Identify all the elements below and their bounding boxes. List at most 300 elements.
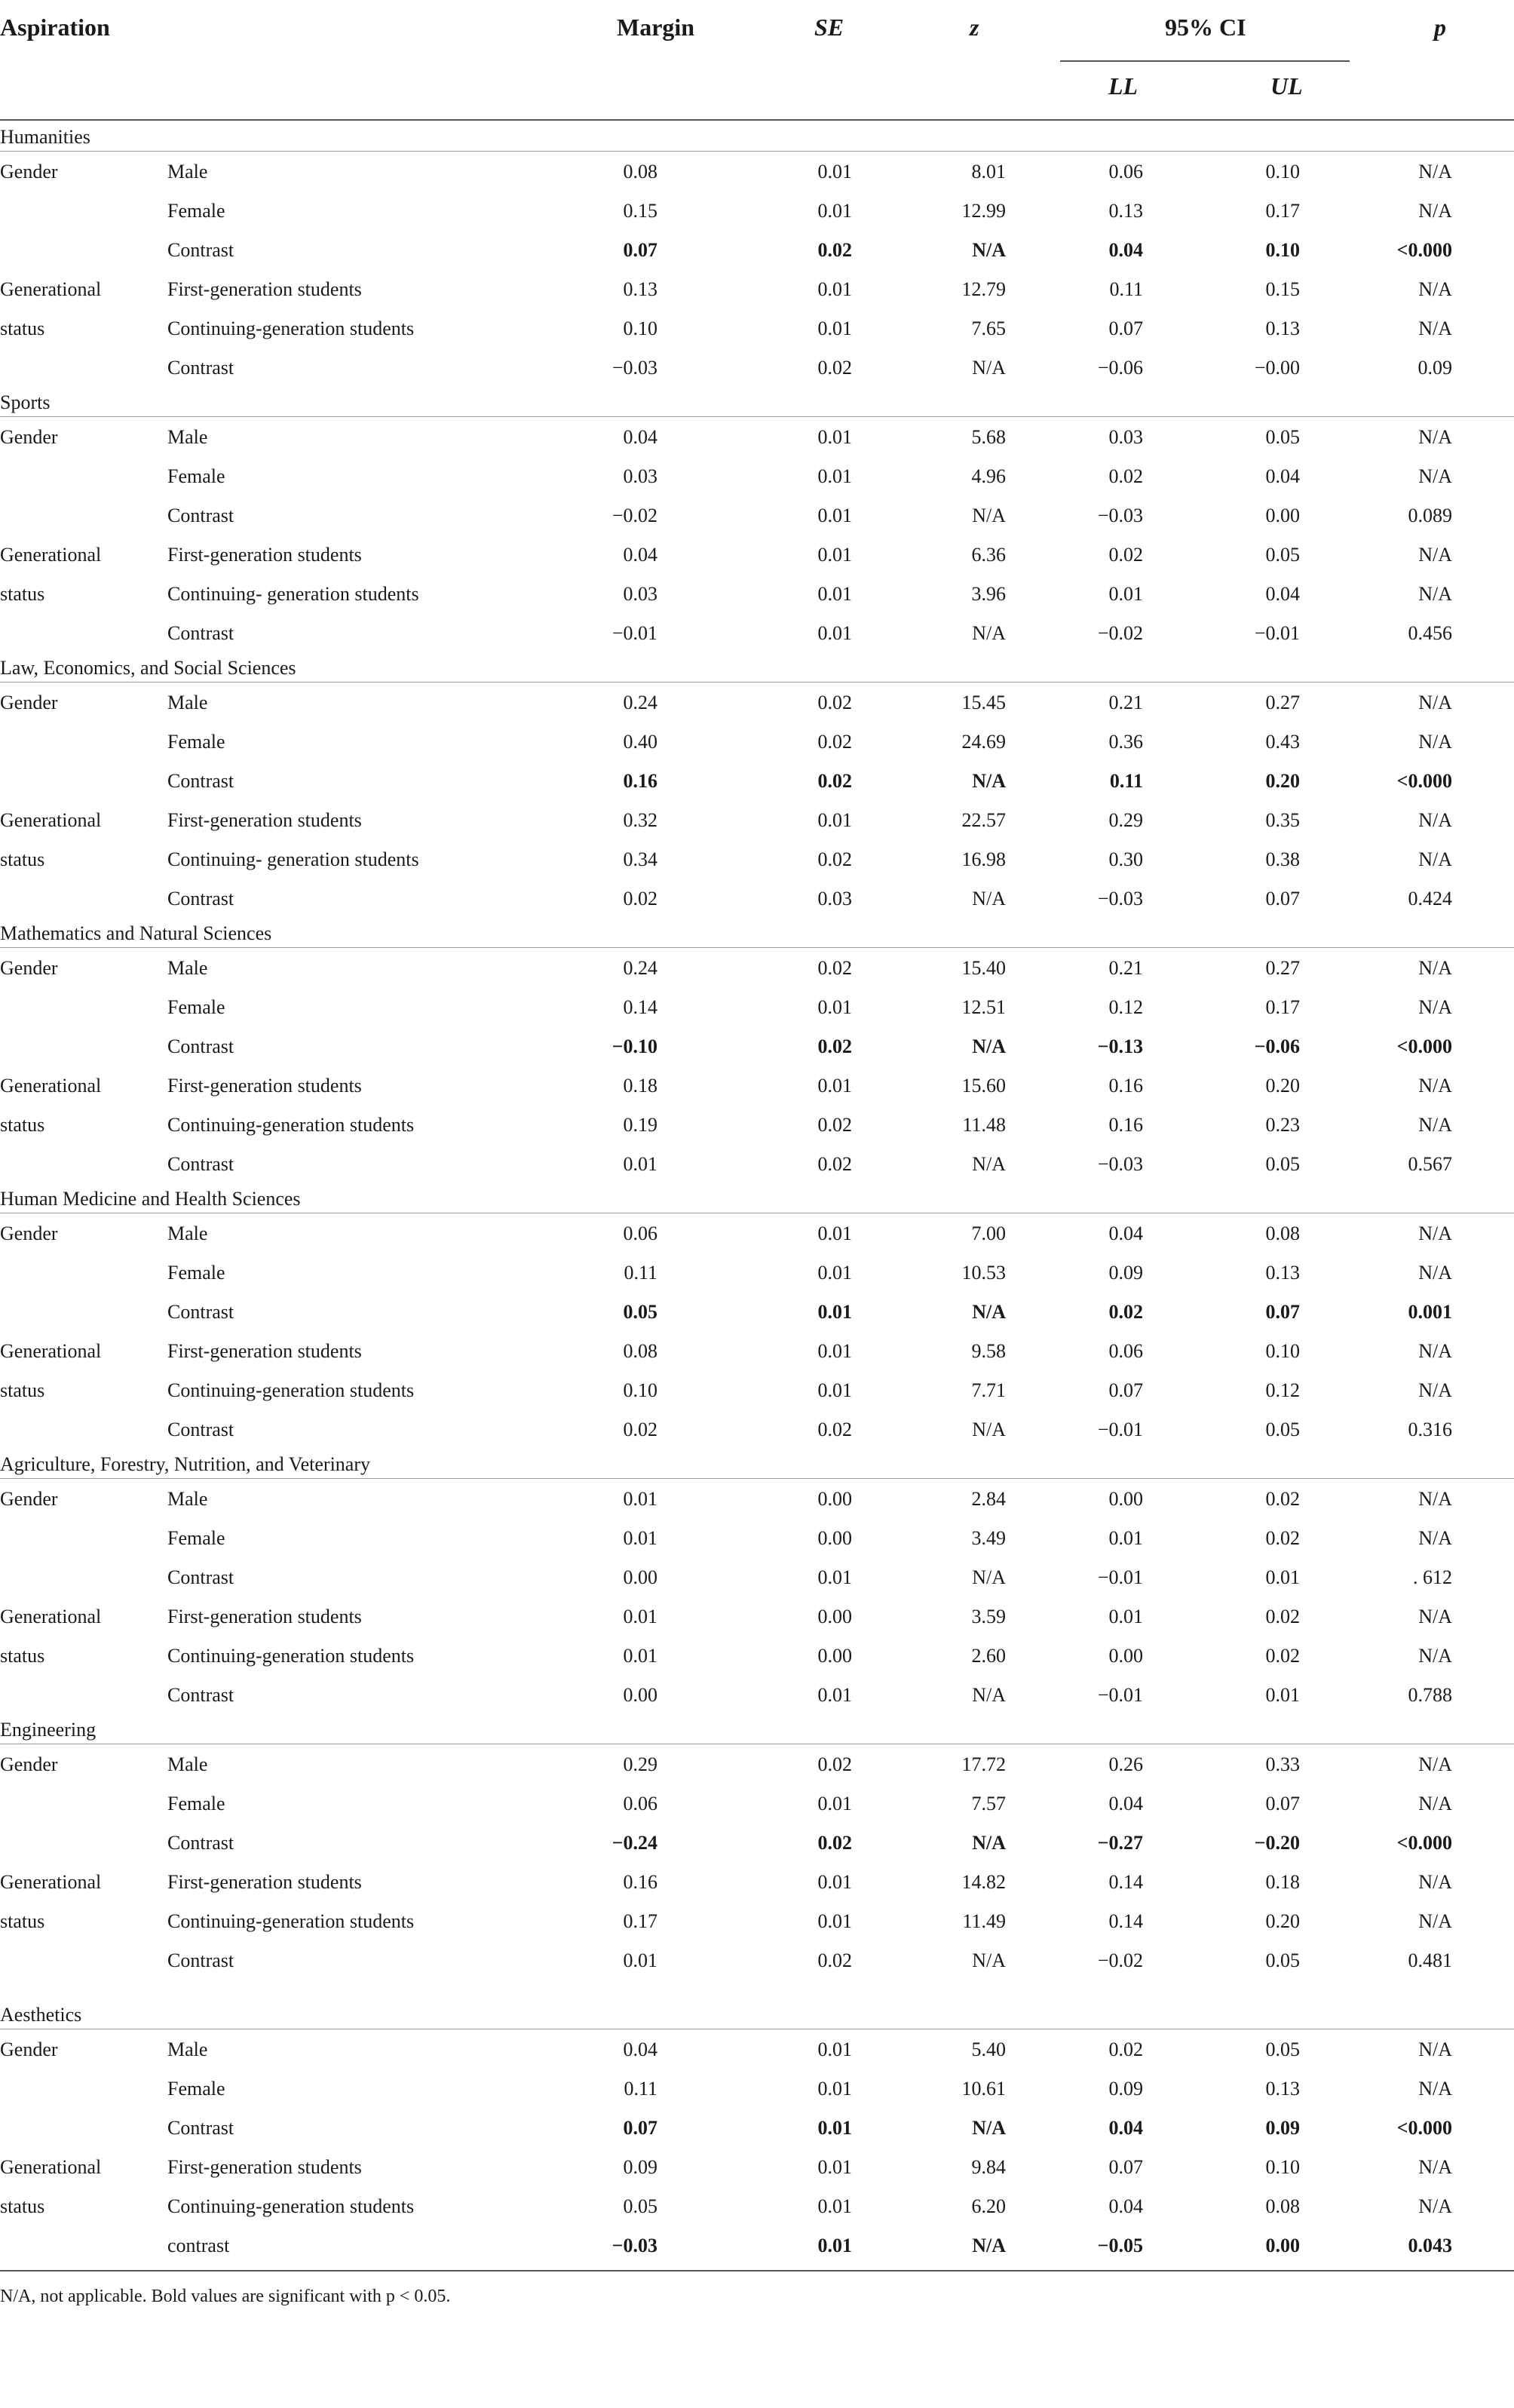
cell-margin: −0.10 (611, 1035, 657, 1057)
cell-margin: 0.02 (623, 1419, 657, 1440)
cell-z: 7.71 (971, 1379, 1006, 1401)
cell-ll: 0.07 (1108, 1379, 1143, 1401)
cell-se: 0.01 (817, 1910, 852, 1932)
cell-ul: 0.05 (1265, 1153, 1300, 1175)
cell-se: 0.02 (817, 731, 852, 753)
row-label: Female (167, 996, 225, 1018)
table-row (0, 1027, 1514, 1066)
group-label: status (0, 1910, 45, 1932)
row-label: Female (167, 1793, 225, 1814)
cell-se: 0.00 (817, 1606, 852, 1627)
group-label: Generational (0, 544, 102, 566)
cell-margin: 0.18 (623, 1075, 657, 1097)
cell-margin: 0.19 (623, 1114, 657, 1136)
cell-se: 0.02 (817, 1832, 852, 1854)
cell-z: 15.40 (961, 957, 1006, 979)
table-row (0, 1902, 1514, 1941)
cell-se: 0.01 (817, 1684, 852, 1706)
cell-p: N/A (1418, 692, 1452, 713)
cell-ul: 0.07 (1265, 1793, 1300, 1814)
cell-p: 0.788 (1408, 1684, 1452, 1706)
cell-ll: 0.09 (1108, 2078, 1143, 2100)
cell-margin: 0.02 (623, 888, 657, 910)
cell-p: <0.000 (1396, 1832, 1452, 1854)
table-row (0, 949, 1514, 988)
cell-se: 0.01 (817, 1222, 852, 1244)
cell-z: N/A (972, 357, 1006, 379)
cell-p: <0.000 (1396, 770, 1452, 792)
cell-margin: 0.00 (623, 1566, 657, 1588)
cell-ll: 0.04 (1108, 239, 1143, 261)
section-title: Sports (0, 391, 51, 413)
row-label: Contrast (167, 357, 234, 379)
cell-z: N/A (972, 505, 1006, 526)
group-label: Generational (0, 809, 102, 831)
cell-p: N/A (1418, 1262, 1452, 1284)
row-label: Contrast (167, 1301, 234, 1323)
cell-se: 0.03 (817, 888, 852, 910)
cell-p: 0.09 (1417, 357, 1452, 379)
table-row (0, 152, 1514, 192)
cell-ul: 0.05 (1265, 426, 1300, 448)
cell-p: 0.567 (1408, 1153, 1452, 1175)
cell-se: 0.02 (817, 1153, 852, 1175)
cell-margin: 0.07 (623, 239, 657, 261)
cell-margin: −0.01 (611, 622, 657, 644)
cell-p: 0.089 (1408, 505, 1452, 526)
cell-p: N/A (1418, 1114, 1452, 1136)
cell-ll: 0.26 (1108, 1753, 1143, 1775)
cell-se: 0.01 (817, 1793, 852, 1814)
table-row (0, 309, 1514, 348)
cell-p: 0.316 (1408, 1419, 1452, 1440)
cell-z: 14.82 (961, 1871, 1006, 1893)
row-label: Contrast (167, 1949, 234, 1971)
header-ul: UL (1270, 72, 1303, 100)
cell-margin: 0.15 (623, 200, 657, 222)
cell-ll: 0.36 (1108, 731, 1143, 753)
cell-p: N/A (1418, 809, 1452, 831)
cell-ll: −0.06 (1097, 357, 1143, 379)
cell-ll: −0.02 (1097, 1949, 1143, 1971)
cell-ll: 0.01 (1108, 583, 1143, 605)
cell-z: 10.61 (961, 2078, 1006, 2100)
cell-se: 0.01 (817, 544, 852, 566)
group-label: status (0, 317, 45, 339)
group-label: Gender (0, 692, 58, 713)
group-label: status (0, 1114, 45, 1136)
cell-p: N/A (1418, 957, 1452, 979)
cell-ul: 0.18 (1265, 1871, 1300, 1893)
cell-se: 0.00 (817, 1645, 852, 1667)
cell-ll: 0.02 (1108, 465, 1143, 487)
table-row (0, 2030, 1514, 2069)
cell-ll: 0.07 (1108, 317, 1143, 339)
cell-ll: 0.06 (1108, 1340, 1143, 1362)
section-title: Humanities (0, 126, 90, 148)
cell-ll: −0.01 (1097, 1684, 1143, 1706)
table-row (0, 614, 1514, 653)
cell-z: 11.48 (962, 1114, 1006, 1136)
cell-p: N/A (1418, 1871, 1452, 1893)
row-label: First-generation students (167, 809, 362, 831)
row-label: Continuing- generation students (167, 848, 419, 870)
cell-se: 0.01 (817, 505, 852, 526)
row-label: Contrast (167, 1153, 234, 1175)
cell-se: 0.01 (817, 1340, 852, 1362)
cell-ul: 0.04 (1265, 465, 1300, 487)
cell-z: 6.20 (971, 2195, 1006, 2217)
table-row (0, 192, 1514, 231)
cell-se: 0.02 (817, 1035, 852, 1057)
row-label: Contrast (167, 770, 234, 792)
cell-z: 2.60 (971, 1645, 1006, 1667)
cell-se: 0.02 (817, 957, 852, 979)
section-rule (0, 1478, 1514, 1479)
table-row (0, 840, 1514, 879)
cell-ul: 0.01 (1265, 1566, 1300, 1588)
row-label: Female (167, 1527, 225, 1549)
cell-margin: 0.05 (623, 2195, 657, 2217)
row-label: First-generation students (167, 278, 362, 300)
row-label: Contrast (167, 505, 234, 526)
cell-z: 3.96 (971, 583, 1006, 605)
cell-ul: 0.20 (1265, 1075, 1300, 1097)
row-label: Male (167, 692, 208, 713)
cell-margin: 0.16 (623, 770, 657, 792)
cell-margin: 0.04 (623, 426, 657, 448)
row-label: Contrast (167, 622, 234, 644)
cell-ul: 0.02 (1265, 1527, 1300, 1549)
cell-ul: −0.20 (1254, 1832, 1300, 1854)
row-label: Male (167, 1488, 208, 1510)
cell-p: N/A (1418, 426, 1452, 448)
cell-z: 6.36 (971, 544, 1006, 566)
cell-z: 24.69 (961, 731, 1006, 753)
row-label: Male (167, 426, 208, 448)
cell-ll: 0.16 (1108, 1075, 1143, 1097)
header-aspiration: Aspiration (0, 14, 110, 41)
cell-margin: 0.29 (623, 1753, 657, 1775)
cell-ll: −0.01 (1097, 1419, 1143, 1440)
cell-ll: 0.11 (1109, 770, 1143, 792)
cell-ul: 0.04 (1265, 583, 1300, 605)
group-label: status (0, 1645, 45, 1667)
group-label: Gender (0, 1753, 58, 1775)
header-se: SE (814, 14, 844, 41)
row-label: Male (167, 1222, 208, 1244)
cell-se: 0.01 (817, 583, 852, 605)
group-label: status (0, 1379, 45, 1401)
cell-margin: −0.24 (611, 1832, 657, 1854)
cell-p: N/A (1418, 1379, 1452, 1401)
cell-se: 0.01 (817, 2195, 852, 2217)
table-row (0, 1253, 1514, 1293)
row-label: First-generation students (167, 2156, 362, 2178)
cell-se: 0.01 (817, 200, 852, 222)
cell-margin: 0.01 (623, 1606, 657, 1627)
cell-z: N/A (972, 1832, 1006, 1854)
table-row (0, 1676, 1514, 1715)
cell-p: N/A (1418, 1075, 1452, 1097)
cell-ul: 0.15 (1265, 278, 1300, 300)
cell-p: N/A (1418, 1340, 1452, 1362)
cell-margin: 0.09 (623, 2156, 657, 2178)
cell-z: N/A (972, 1301, 1006, 1323)
row-label: Continuing- generation students (167, 583, 419, 605)
cell-ll: 0.02 (1108, 2038, 1143, 2060)
cell-ll: −0.27 (1097, 1832, 1143, 1854)
cell-p: 0.424 (1408, 888, 1452, 910)
table-row (0, 801, 1514, 840)
group-label: Generational (0, 2156, 102, 2178)
header-z: z (970, 14, 979, 41)
row-label: First-generation students (167, 544, 362, 566)
cell-p: N/A (1418, 1645, 1452, 1667)
cell-ul: 0.13 (1265, 2078, 1300, 2100)
cell-se: 0.01 (817, 2117, 852, 2139)
cell-z: 7.65 (971, 317, 1006, 339)
cell-p: <0.000 (1396, 239, 1452, 261)
cell-margin: 0.24 (623, 692, 657, 713)
cell-z: 2.84 (971, 1488, 1006, 1510)
cell-ll: 0.04 (1108, 2195, 1143, 2217)
group-label: Generational (0, 1340, 102, 1362)
cell-ul: 0.20 (1265, 770, 1300, 792)
cell-ll: 0.00 (1108, 1645, 1143, 1667)
table-row (0, 348, 1514, 388)
cell-p: N/A (1418, 2078, 1452, 2100)
cell-ll: 0.04 (1108, 1222, 1143, 1244)
cell-p: N/A (1418, 2038, 1452, 2060)
cell-margin: 0.04 (623, 2038, 657, 2060)
cell-p: N/A (1418, 583, 1452, 605)
cell-se: 0.02 (817, 1753, 852, 1775)
group-label: Generational (0, 1075, 102, 1097)
cell-z: 7.00 (971, 1222, 1006, 1244)
cell-p: N/A (1418, 2195, 1452, 2217)
cell-p: N/A (1418, 161, 1452, 183)
cell-se: 0.02 (817, 1419, 852, 1440)
cell-z: 11.49 (962, 1910, 1006, 1932)
cell-p: N/A (1418, 1793, 1452, 1814)
cell-se: 0.02 (817, 357, 852, 379)
table-row (0, 722, 1514, 762)
cell-ll: 0.30 (1108, 848, 1143, 870)
cell-z: 15.60 (961, 1075, 1006, 1097)
row-label: Female (167, 200, 225, 222)
table-row (0, 457, 1514, 496)
cell-margin: 0.34 (623, 848, 657, 870)
cell-se: 0.01 (817, 1301, 852, 1323)
table-row (0, 418, 1514, 457)
cell-se: 0.00 (817, 1527, 852, 1549)
table-row (0, 1145, 1514, 1184)
cell-p: N/A (1418, 544, 1452, 566)
cell-z: 22.57 (961, 809, 1006, 831)
cell-ul: 0.00 (1265, 2235, 1300, 2256)
cell-se: 0.01 (817, 1566, 852, 1588)
cell-margin: 0.05 (623, 1301, 657, 1323)
cell-ll: 0.14 (1108, 1910, 1143, 1932)
row-label: Contrast (167, 239, 234, 261)
cell-se: 0.02 (817, 692, 852, 713)
cell-z: N/A (972, 1419, 1006, 1440)
cell-ul: 0.02 (1265, 1645, 1300, 1667)
cell-z: 7.57 (971, 1793, 1006, 1814)
cell-margin: 0.14 (623, 996, 657, 1018)
row-label: Contrast (167, 2117, 234, 2139)
table-row (0, 2187, 1514, 2226)
section-rule (0, 151, 1514, 152)
cell-ul: 0.09 (1265, 2117, 1300, 2139)
cell-se: 0.01 (817, 278, 852, 300)
group-label: status (0, 848, 45, 870)
cell-margin: 0.06 (623, 1222, 657, 1244)
cell-z: 12.99 (961, 200, 1006, 222)
cell-z: N/A (972, 1035, 1006, 1057)
cell-ll: −0.01 (1097, 1566, 1143, 1588)
cell-se: 0.01 (817, 1379, 852, 1401)
cell-margin: 0.08 (623, 1340, 657, 1362)
cell-z: 10.53 (961, 1262, 1006, 1284)
cell-z: N/A (972, 622, 1006, 644)
cell-margin: 0.10 (623, 1379, 657, 1401)
cell-ul: 0.10 (1265, 2156, 1300, 2178)
cell-z: 9.58 (971, 1340, 1006, 1362)
table-row (0, 988, 1514, 1027)
row-label: Female (167, 1262, 225, 1284)
cell-p: N/A (1418, 1753, 1452, 1775)
cell-se: 0.01 (817, 1262, 852, 1284)
table-row (0, 762, 1514, 801)
row-label: Continuing-generation students (167, 1645, 415, 1667)
cell-ul: 0.13 (1265, 317, 1300, 339)
table-row (0, 535, 1514, 575)
cell-ll: 0.14 (1108, 1871, 1143, 1893)
table-row (0, 1371, 1514, 1410)
cell-se: 0.01 (817, 2078, 852, 2100)
cell-se: 0.01 (817, 2235, 852, 2256)
cell-ul: 0.05 (1265, 544, 1300, 566)
cell-margin: 0.08 (623, 161, 657, 183)
cell-z: N/A (972, 888, 1006, 910)
cell-z: 15.45 (961, 692, 1006, 713)
table-row (0, 496, 1514, 535)
table-row (0, 1332, 1514, 1371)
section-title: Engineering (0, 1719, 97, 1741)
cell-margin: 0.01 (623, 1645, 657, 1667)
cell-ul: 0.00 (1265, 505, 1300, 526)
cell-se: 0.01 (817, 1871, 852, 1893)
cell-z: 4.96 (971, 465, 1006, 487)
header-ci: 95% CI (1165, 14, 1246, 41)
group-label: Gender (0, 957, 58, 979)
table-row (0, 879, 1514, 919)
cell-ll: 0.00 (1108, 1488, 1143, 1510)
table-row (0, 231, 1514, 270)
row-label: Male (167, 2038, 208, 2060)
table-row (0, 1745, 1514, 1784)
row-label: Continuing-generation students (167, 2195, 415, 2217)
row-label: Continuing-generation students (167, 1114, 415, 1136)
cell-margin: 0.10 (623, 317, 657, 339)
cell-ll: 0.04 (1108, 1793, 1143, 1814)
cell-margin: 0.06 (623, 1793, 657, 1814)
cell-ul: 0.08 (1265, 2195, 1300, 2217)
cell-p: N/A (1418, 1910, 1452, 1932)
table-row (0, 1066, 1514, 1106)
ci-header-rule (1060, 60, 1350, 62)
row-label: Female (167, 465, 225, 487)
table-row (0, 2226, 1514, 2265)
cell-se: 0.02 (817, 848, 852, 870)
table-row (0, 1106, 1514, 1145)
group-label: status (0, 583, 45, 605)
cell-ul: 0.33 (1265, 1753, 1300, 1775)
cell-margin: 0.16 (623, 1871, 657, 1893)
cell-ul: 0.01 (1265, 1684, 1300, 1706)
group-label: Generational (0, 1606, 102, 1627)
table-row (0, 1480, 1514, 1519)
cell-z: 5.40 (971, 2038, 1006, 2060)
row-label: Male (167, 1753, 208, 1775)
cell-ul: 0.02 (1265, 1488, 1300, 1510)
cell-p: N/A (1418, 317, 1452, 339)
cell-margin: 0.01 (623, 1488, 657, 1510)
cell-p: . 612 (1413, 1566, 1452, 1588)
cell-z: 12.79 (961, 278, 1006, 300)
table-row (0, 1293, 1514, 1332)
cell-ll: 0.11 (1109, 278, 1143, 300)
cell-ul: 0.05 (1265, 2038, 1300, 2060)
cell-ul: 0.43 (1265, 731, 1300, 753)
cell-ul: 0.02 (1265, 1606, 1300, 1627)
cell-margin: 0.13 (623, 278, 657, 300)
cell-se: 0.01 (817, 465, 852, 487)
row-label: Contrast (167, 1566, 234, 1588)
cell-margin: 0.03 (623, 583, 657, 605)
cell-z: N/A (972, 770, 1006, 792)
table-row (0, 270, 1514, 309)
cell-ul: 0.23 (1265, 1114, 1300, 1136)
table-row (0, 2069, 1514, 2109)
cell-margin: 0.40 (623, 731, 657, 753)
cell-se: 0.01 (817, 426, 852, 448)
cell-z: N/A (972, 1566, 1006, 1588)
row-label: Continuing-generation students (167, 1379, 415, 1401)
cell-p: N/A (1418, 1606, 1452, 1627)
row-label: Contrast (167, 1832, 234, 1854)
table-row (0, 1558, 1514, 1597)
cell-ll: 0.13 (1108, 200, 1143, 222)
table-row (0, 1214, 1514, 1253)
cell-margin: 0.00 (623, 1684, 657, 1706)
cell-ll: 0.29 (1108, 809, 1143, 831)
cell-ul: 0.35 (1265, 809, 1300, 831)
section-title: Mathematics and Natural Sciences (0, 922, 272, 944)
group-label: Gender (0, 426, 58, 448)
row-label: First-generation students (167, 1340, 362, 1362)
row-label: contrast (167, 2235, 230, 2256)
table-row (0, 683, 1514, 722)
table-row (0, 2148, 1514, 2187)
cell-ul: 0.27 (1265, 692, 1300, 713)
cell-se: 0.01 (817, 161, 852, 183)
row-label: Male (167, 957, 208, 979)
cell-margin: 0.24 (623, 957, 657, 979)
row-label: Contrast (167, 1684, 234, 1706)
